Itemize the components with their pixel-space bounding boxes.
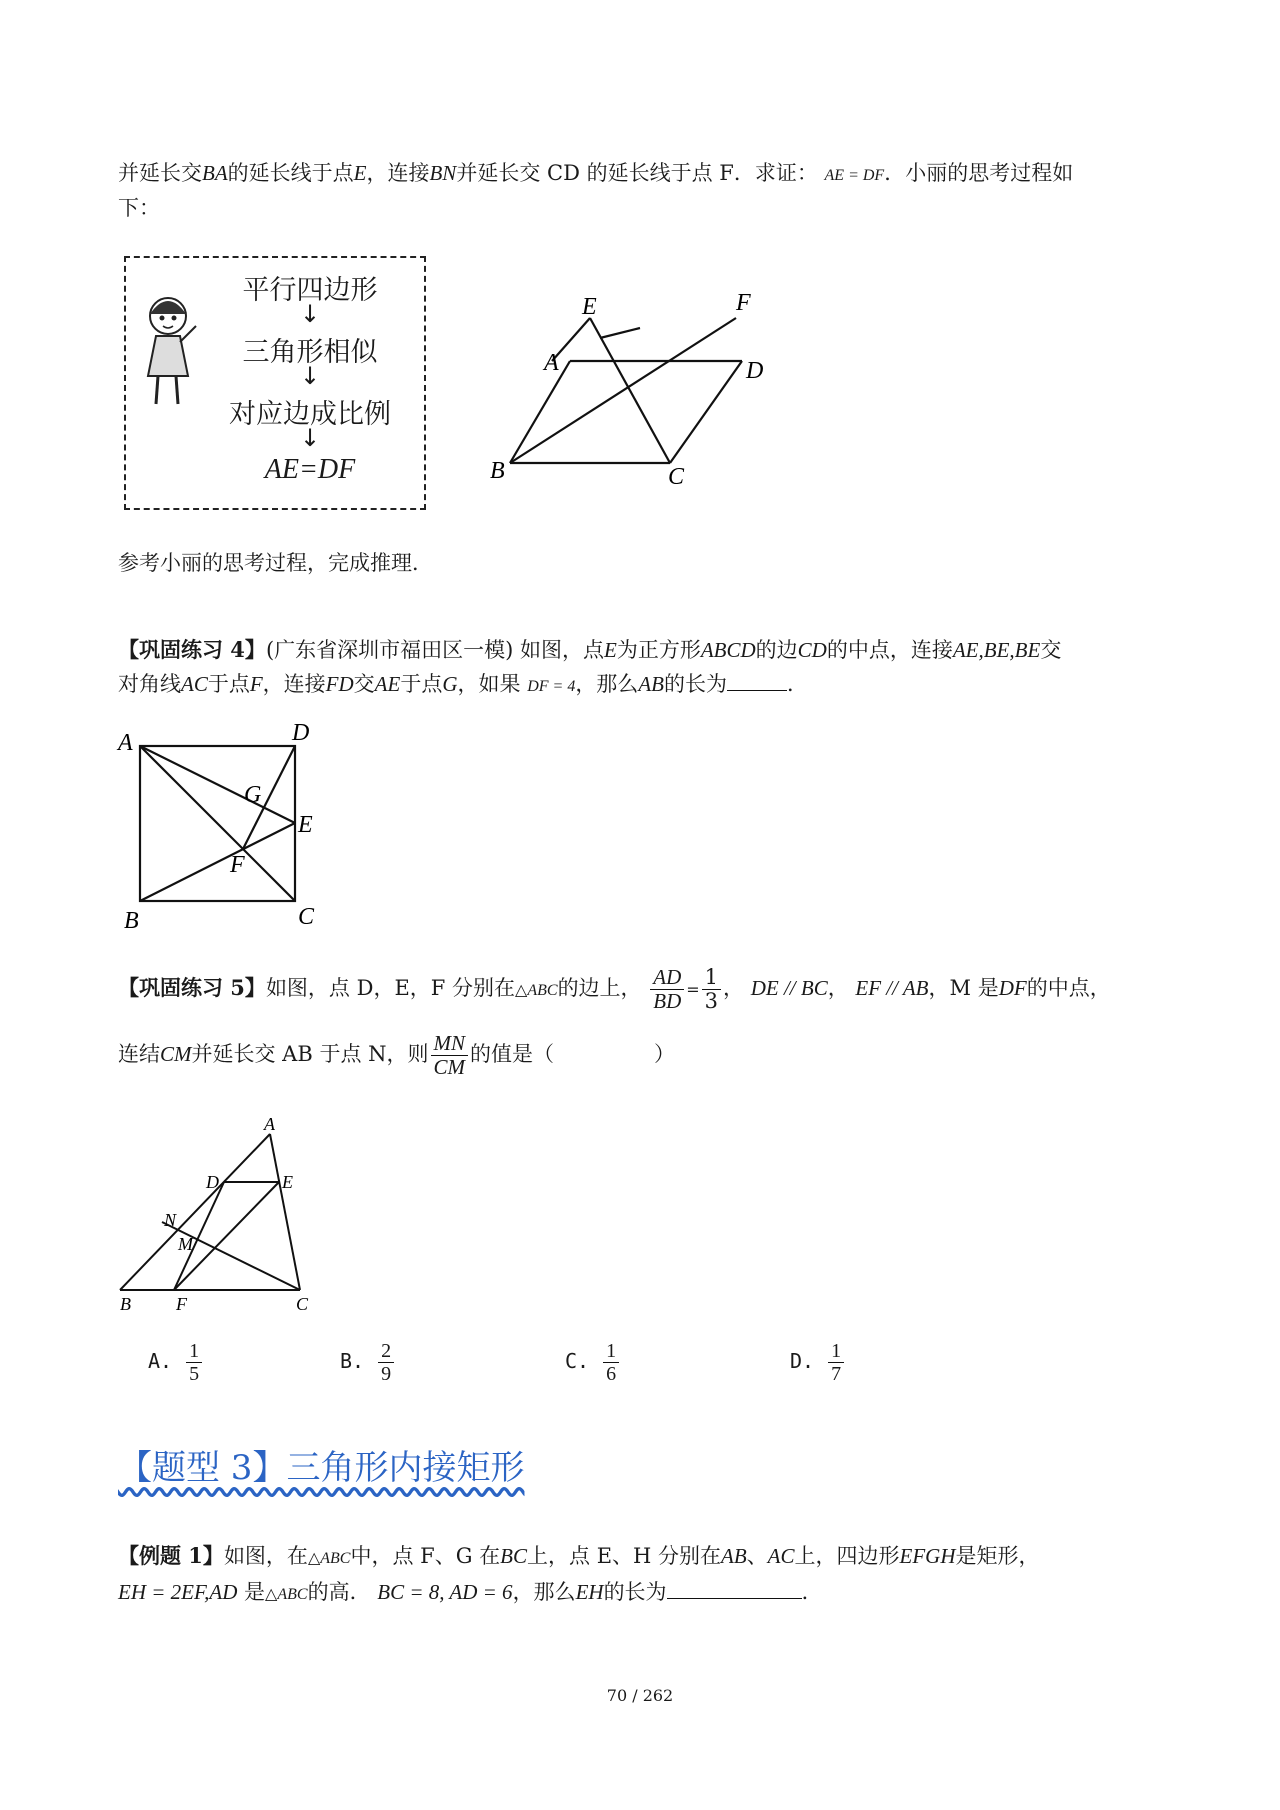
exercise-4-line-1 xyxy=(118,632,1178,668)
intro-line-1 xyxy=(118,155,1178,194)
text: ，M 是 xyxy=(928,976,999,1001)
text: ，连接 xyxy=(366,161,430,185)
numerator: 1 xyxy=(828,1340,844,1363)
label-F: F xyxy=(176,1294,187,1310)
exercise-4-line-2 xyxy=(118,666,1178,705)
choice-fraction xyxy=(378,1340,394,1385)
text: ，那么 xyxy=(512,1580,576,1604)
flow-step-2: 三角形相似 xyxy=(242,337,378,368)
math: G xyxy=(442,672,458,696)
math: CD xyxy=(797,638,827,662)
numerator: 2 xyxy=(378,1340,394,1363)
text: (广东省深圳市福田区一模) 如图，点 xyxy=(265,638,604,662)
denominator: 5 xyxy=(189,1363,200,1385)
exercise-5-line-1 xyxy=(118,966,1178,1013)
choice-fraction xyxy=(603,1340,619,1385)
choice-letter: A. xyxy=(148,1349,173,1373)
math: AC xyxy=(767,1544,795,1568)
text: 的高． xyxy=(307,1580,371,1604)
arrow-down-icon: ↓ xyxy=(299,424,321,452)
math: BA xyxy=(202,161,228,185)
exercise-tag: 【巩固练习 5】 xyxy=(118,975,266,1001)
label-E: E xyxy=(282,1172,293,1192)
text: 的中点，连接 xyxy=(826,638,953,662)
denominator: 7 xyxy=(831,1363,842,1385)
flow-step-3: 对应边成比例 xyxy=(229,399,391,430)
label-E: E xyxy=(298,812,313,838)
text: 并延长交 xyxy=(118,161,202,185)
math: E xyxy=(353,161,367,185)
text: 于点 xyxy=(207,672,250,696)
text: 的长为 xyxy=(603,1580,667,1604)
label-A: A xyxy=(118,730,133,756)
math: AC xyxy=(181,672,208,696)
math: △ABC xyxy=(515,982,558,1000)
math: DE // BC xyxy=(750,976,828,1001)
choice-letter: C. xyxy=(565,1349,590,1373)
arrow-down-icon: ↓ xyxy=(299,362,321,390)
text: 、 xyxy=(746,1544,768,1568)
label-N: N xyxy=(164,1210,177,1230)
label-D: D xyxy=(206,1172,219,1192)
math: EH xyxy=(575,1580,604,1604)
text: 交 xyxy=(353,672,375,696)
text: 的值是（ xyxy=(470,1042,554,1067)
choice-letter: B. xyxy=(340,1349,365,1373)
math: ABCD xyxy=(700,638,756,662)
label-C: C xyxy=(296,1294,309,1310)
fraction-ad-bd xyxy=(650,966,684,1013)
choice-fraction xyxy=(828,1340,844,1385)
numerator: 1 xyxy=(603,1340,619,1363)
math: AB xyxy=(638,672,664,696)
label-D: D xyxy=(292,720,310,746)
example-tag: 【例题 1】 xyxy=(118,1543,224,1568)
label-E: E xyxy=(582,294,597,320)
math: F xyxy=(249,672,263,696)
label-A: A xyxy=(264,1114,275,1134)
text: 的延长线于点 xyxy=(227,161,354,185)
math: BC xyxy=(500,1544,528,1568)
math: DF xyxy=(998,976,1027,1001)
triangle-figure xyxy=(110,1110,330,1310)
denominator: CM xyxy=(433,1055,465,1080)
label-C: C xyxy=(668,464,685,488)
math: E xyxy=(604,638,617,662)
label-B: B xyxy=(124,908,139,928)
label-A: A xyxy=(544,350,559,376)
text: 对角线 xyxy=(118,672,181,696)
parallelogram-figure xyxy=(480,288,780,488)
flow-step-4: AE=DF xyxy=(264,454,356,485)
flow-step-1: 平行四边形 xyxy=(242,275,378,306)
text: 为正方形 xyxy=(616,638,701,662)
math: AE,BE,BE xyxy=(952,638,1041,662)
label-C: C xyxy=(298,904,315,928)
exercise-5-line-2 xyxy=(118,1032,1178,1079)
text: 连结 xyxy=(118,1042,160,1067)
math: △ABC xyxy=(307,1550,351,1567)
math: △ABC xyxy=(265,1586,308,1603)
choice-a[interactable] xyxy=(148,1340,204,1385)
answer-blank[interactable] xyxy=(727,670,787,691)
text: 的长为 xyxy=(663,672,727,696)
text: 是 xyxy=(244,1580,266,1604)
numerator: 1 xyxy=(702,966,721,990)
math: AE xyxy=(374,672,401,696)
denominator: 9 xyxy=(381,1363,392,1385)
example-1-line-2 xyxy=(118,1574,1178,1613)
label-G: G xyxy=(244,782,262,808)
denominator: 6 xyxy=(606,1363,617,1385)
math-equation: AE = DF xyxy=(824,167,885,184)
text: ，如果 xyxy=(457,672,521,696)
exercise-tag: 【巩固练习 4】 xyxy=(118,637,266,662)
math: EH = 2EF,AD xyxy=(118,1580,238,1604)
text: 的边上， xyxy=(557,976,642,1001)
text: 并延长交 CD 的延长线于点 F．求证： xyxy=(456,161,818,185)
page-number: 70 / 262 xyxy=(606,1686,674,1705)
choice-c[interactable] xyxy=(565,1340,621,1385)
text: 上，四边形 xyxy=(794,1544,900,1568)
choice-letter: D. xyxy=(790,1349,815,1373)
text: 并延长交 AB 于点 N，则 xyxy=(191,1042,429,1067)
text: 如图，在 xyxy=(223,1544,308,1568)
text: 于点 xyxy=(400,672,443,696)
math-equation: BC = 8, AD = 6 xyxy=(377,1580,513,1604)
fraction-1-3 xyxy=(702,966,721,1013)
choice-b[interactable] xyxy=(340,1340,396,1385)
choice-d[interactable] xyxy=(790,1340,846,1385)
label-F: F xyxy=(736,290,751,316)
fraction-mn-cm xyxy=(431,1032,469,1079)
math: EFGH xyxy=(899,1544,956,1568)
math: FD xyxy=(325,672,354,696)
text: 是矩形， xyxy=(955,1544,1040,1568)
math-equation: DF = 4 xyxy=(527,678,576,695)
denominator: 3 xyxy=(704,989,719,1014)
math: EF // AB xyxy=(855,976,929,1001)
math: BN xyxy=(429,161,457,185)
text: ，连接 xyxy=(262,672,326,696)
equals: = xyxy=(686,980,700,1000)
label-B: B xyxy=(120,1294,131,1310)
label-M: M xyxy=(178,1234,193,1254)
thinking-process-box xyxy=(124,256,426,510)
math: AB xyxy=(721,1544,747,1568)
reference-text: 参考小丽的思考过程，完成推理． xyxy=(118,551,433,575)
numerator: AD xyxy=(650,966,684,990)
square-figure xyxy=(110,718,330,928)
text: ） xyxy=(654,1042,675,1067)
text: ．小丽的思考过程如 xyxy=(884,161,1074,185)
text: ， xyxy=(723,976,745,1001)
arrow-down-icon: ↓ xyxy=(299,300,321,328)
example-1-line-1 xyxy=(118,1538,1178,1577)
text: ． xyxy=(801,1580,823,1604)
text: ， xyxy=(827,976,849,1001)
section-heading: 【题型 3】三角形内接矩形 xyxy=(118,1448,525,1488)
label-D: D xyxy=(746,358,764,384)
text: 上，点 E、H 分别在 xyxy=(527,1544,722,1568)
label-F: F xyxy=(230,852,245,878)
text: 的边 xyxy=(755,638,798,662)
text: 的中点， xyxy=(1026,976,1111,1001)
text: 交 xyxy=(1040,638,1062,662)
math: CM xyxy=(160,1042,192,1067)
label-B: B xyxy=(490,458,505,484)
intro-line-2: 下： xyxy=(118,196,160,220)
answer-blank[interactable] xyxy=(667,1578,802,1599)
numerator: 1 xyxy=(186,1340,202,1363)
numerator: MN xyxy=(431,1032,469,1056)
choice-fraction xyxy=(186,1340,202,1385)
text: 中，点 F、G 在 xyxy=(350,1544,501,1568)
text: ，那么 xyxy=(575,672,639,696)
denominator: BD xyxy=(653,989,682,1014)
text: ． xyxy=(786,672,808,696)
text: 如图，点 D，E，F 分别在 xyxy=(265,976,516,1001)
